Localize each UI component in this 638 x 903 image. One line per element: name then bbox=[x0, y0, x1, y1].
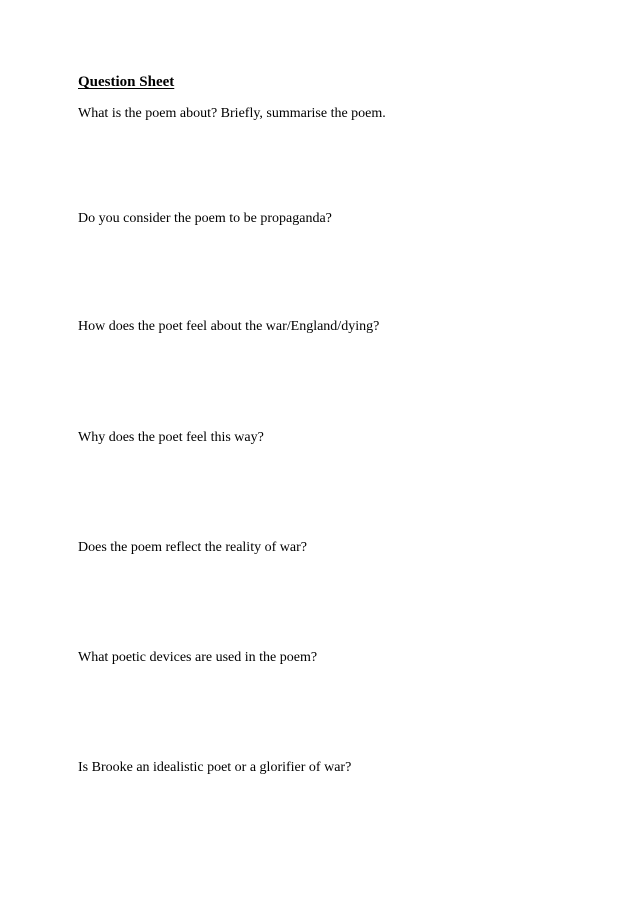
question-3: How does the poet feel about the war/England/dying? bbox=[78, 319, 380, 334]
page-title: Question Sheet bbox=[78, 74, 175, 90]
question-7: Is Brooke an idealistic poet or a glorifier of war? bbox=[78, 760, 352, 775]
question-1: What is the poem about? Briefly, summarise the poem. bbox=[78, 106, 386, 121]
question-4: Why does the poet feel this way? bbox=[78, 430, 264, 445]
question-2: Do you consider the poem to be propaganda? bbox=[78, 211, 332, 226]
question-5: Does the poem reflect the reality of war? bbox=[78, 540, 307, 555]
question-6: What poetic devices are used in the poem? bbox=[78, 650, 318, 665]
